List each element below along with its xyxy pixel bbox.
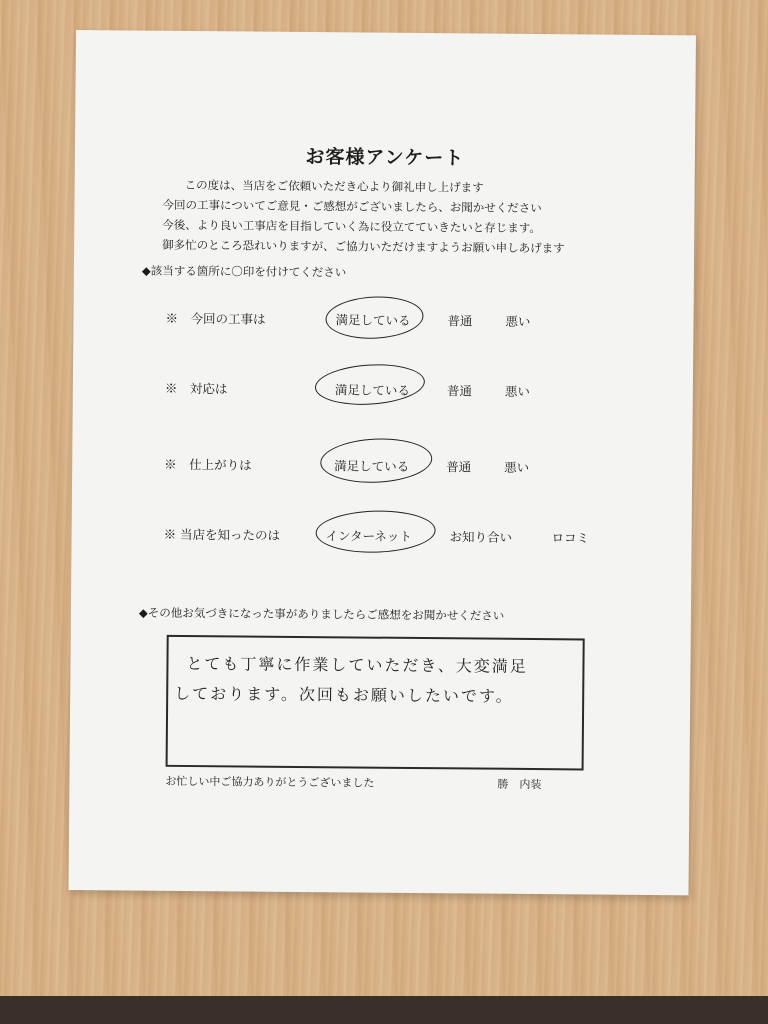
option-bad[interactable]: 悪い bbox=[505, 313, 531, 329]
question-label: ※ 仕上がりは bbox=[164, 456, 252, 473]
option-normal[interactable]: 普通 bbox=[446, 459, 472, 475]
survey-title: お客様アンケート bbox=[305, 146, 465, 170]
question-row-source bbox=[71, 512, 691, 557]
handwritten-comment-line: しております。次回もお願いしたいです。 bbox=[174, 683, 514, 706]
intro-line: 今回の工事についてご意見・ご感想がございましたら、お聞かせください bbox=[162, 197, 542, 216]
footer-company: 勝 内装 bbox=[497, 777, 542, 792]
survey-sheet bbox=[68, 30, 695, 895]
option-normal[interactable]: 普通 bbox=[447, 313, 473, 329]
intro-line: 御多忙のところ恐れいりますが、ご協力いただけますようお願い申しあげます bbox=[162, 237, 565, 256]
question-row-service bbox=[73, 366, 693, 411]
intro-line: この度は、当店をご依頼いただき心より御礼申し上げます bbox=[184, 177, 484, 195]
intro-line: 今後、より良い工事店を目指していく為に役立てていきたいと存じます。 bbox=[162, 217, 541, 236]
option-satisfied[interactable]: 満足している bbox=[334, 382, 410, 398]
option-bad[interactable]: 悪い bbox=[504, 459, 530, 475]
option-normal[interactable]: 普通 bbox=[446, 383, 472, 399]
option-bad[interactable]: 悪い bbox=[504, 383, 530, 399]
bottom-edge bbox=[0, 996, 768, 1024]
handwritten-comment-line: とても丁寧に作業していただき、大変満足 bbox=[186, 653, 528, 676]
option-satisfied[interactable]: 満足している bbox=[334, 458, 410, 474]
intro-text bbox=[162, 175, 623, 259]
option-word-of-mouth[interactable]: ロコミ bbox=[551, 530, 590, 546]
footer-thanks: お忙しい中ご協力ありがとうございました bbox=[165, 774, 375, 790]
question-label: ※ 今回の工事は bbox=[165, 310, 266, 327]
instruction-text: ◆該当する箇所に〇印を付けてください bbox=[141, 263, 347, 280]
question-row-finish bbox=[72, 442, 692, 487]
question-label: ※ 当店を知ったのは bbox=[163, 526, 281, 543]
option-internet[interactable]: インターネット bbox=[325, 528, 413, 544]
question-label: ※ 対応は bbox=[164, 380, 228, 397]
option-satisfied[interactable]: 満足している bbox=[335, 312, 411, 328]
comment-box[interactable] bbox=[166, 635, 585, 771]
question-row-work bbox=[73, 296, 693, 341]
option-acquaintance[interactable]: お知り合い bbox=[449, 529, 513, 545]
comment-heading: ◆その他お気づきになった事がありましたらご感想をお聞かせください bbox=[138, 605, 505, 623]
